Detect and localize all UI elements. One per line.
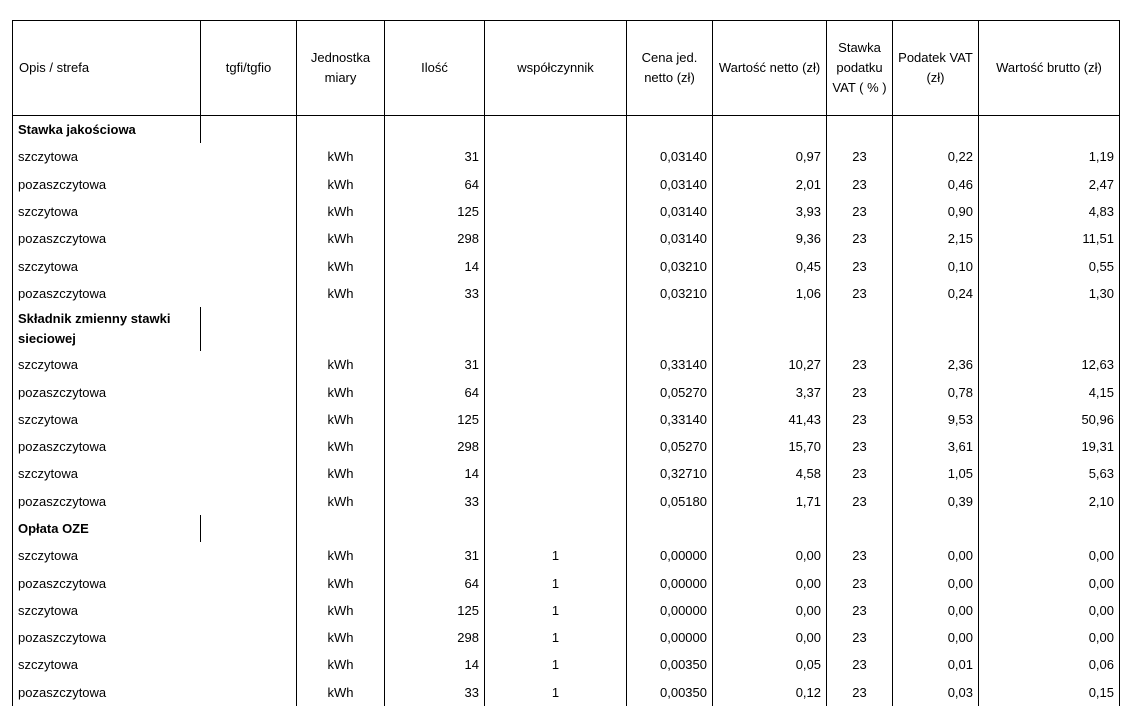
cell-qty: 298	[385, 624, 485, 651]
table-row	[13, 624, 1120, 651]
cell-qty: 31	[385, 143, 485, 170]
cell-unit: kWh	[297, 624, 385, 651]
cell-desc: pozaszczytowa	[13, 679, 201, 706]
cell-tgfi	[201, 542, 297, 569]
cell-coef	[485, 280, 627, 307]
cell-net: 41,43	[713, 406, 827, 433]
cell-desc: pozaszczytowa	[13, 569, 201, 596]
cell-tgfi	[201, 679, 297, 706]
cell-coef	[485, 351, 627, 378]
section-cell	[979, 116, 1120, 144]
cell-desc: pozaszczytowa	[13, 488, 201, 515]
cell-unit: kWh	[297, 252, 385, 279]
cell-vat: 0,00	[893, 569, 979, 596]
cell-desc: pozaszczytowa	[13, 433, 201, 460]
cell-qty: 125	[385, 198, 485, 225]
cell-qty: 64	[385, 378, 485, 405]
cell-price: 0,00000	[627, 569, 713, 596]
cell-tgfi	[201, 488, 297, 515]
section-cell	[385, 116, 485, 144]
header-net: Wartość netto (zł)	[713, 21, 827, 116]
cell-desc: szczytowa	[13, 198, 201, 225]
cell-tgfi	[201, 280, 297, 307]
cell-coef: 1	[485, 651, 627, 678]
table-row	[13, 351, 1120, 378]
cell-qty: 64	[385, 569, 485, 596]
cell-vat: 0,00	[893, 624, 979, 651]
cell-net: 0,97	[713, 143, 827, 170]
cell-unit: kWh	[297, 280, 385, 307]
section-cell	[713, 307, 827, 351]
cell-gross: 4,83	[979, 198, 1120, 225]
section-cell	[627, 116, 713, 144]
cell-qty: 298	[385, 225, 485, 252]
cell-vat: 0,24	[893, 280, 979, 307]
cell-unit: kWh	[297, 488, 385, 515]
cell-qty: 125	[385, 406, 485, 433]
cell-vat-rate: 23	[827, 351, 893, 378]
cell-qty: 64	[385, 171, 485, 198]
section-cell	[627, 515, 713, 542]
cell-desc: pozaszczytowa	[13, 280, 201, 307]
cell-tgfi	[201, 406, 297, 433]
header-coef: współczynnik	[485, 21, 627, 116]
cell-price: 0,32710	[627, 460, 713, 487]
cell-net: 9,36	[713, 225, 827, 252]
cell-vat-rate: 23	[827, 198, 893, 225]
table-body	[13, 116, 1120, 706]
cell-coef	[485, 406, 627, 433]
cell-gross: 4,15	[979, 378, 1120, 405]
cell-gross: 0,55	[979, 252, 1120, 279]
section-cell	[979, 307, 1120, 351]
cell-unit: kWh	[297, 460, 385, 487]
cell-gross: 0,00	[979, 569, 1120, 596]
cell-qty: 14	[385, 651, 485, 678]
cell-coef	[485, 198, 627, 225]
section-cell	[485, 116, 627, 144]
cell-net: 3,37	[713, 378, 827, 405]
cell-desc: pozaszczytowa	[13, 378, 201, 405]
cell-tgfi	[201, 171, 297, 198]
cell-vat: 3,61	[893, 433, 979, 460]
cell-gross: 1,19	[979, 143, 1120, 170]
cell-desc: szczytowa	[13, 351, 201, 378]
header-tgfi: tgfi/tgfio	[201, 21, 297, 116]
cell-coef	[485, 225, 627, 252]
cell-tgfi	[201, 597, 297, 624]
cell-unit: kWh	[297, 406, 385, 433]
cell-vat-rate: 23	[827, 433, 893, 460]
cell-net: 2,01	[713, 171, 827, 198]
cell-coef: 1	[485, 569, 627, 596]
cell-tgfi	[201, 198, 297, 225]
cell-net: 0,00	[713, 542, 827, 569]
cell-gross: 1,30	[979, 280, 1120, 307]
cell-desc: pozaszczytowa	[13, 171, 201, 198]
cell-vat: 1,05	[893, 460, 979, 487]
cell-vat-rate: 23	[827, 143, 893, 170]
cell-vat-rate: 23	[827, 280, 893, 307]
cell-net: 0,12	[713, 679, 827, 706]
cell-price: 0,00000	[627, 542, 713, 569]
cell-price: 0,00000	[627, 597, 713, 624]
section-cell	[713, 515, 827, 542]
cell-coef	[485, 378, 627, 405]
cell-qty: 298	[385, 433, 485, 460]
table-row	[13, 143, 1120, 170]
table-row	[13, 488, 1120, 515]
cell-coef: 1	[485, 542, 627, 569]
cell-net: 1,71	[713, 488, 827, 515]
cell-price: 0,03140	[627, 143, 713, 170]
cell-unit: kWh	[297, 569, 385, 596]
cell-desc: szczytowa	[13, 597, 201, 624]
cell-vat: 2,15	[893, 225, 979, 252]
table-row	[13, 252, 1120, 279]
table-row	[13, 679, 1120, 706]
section-cell	[827, 116, 893, 144]
cell-vat: 2,36	[893, 351, 979, 378]
cell-qty: 33	[385, 679, 485, 706]
cell-gross: 0,15	[979, 679, 1120, 706]
cell-coef: 1	[485, 597, 627, 624]
cell-unit: kWh	[297, 597, 385, 624]
section-cell	[297, 515, 385, 542]
header-qty: Ilość	[385, 21, 485, 116]
section-cell	[297, 116, 385, 144]
cell-vat-rate: 23	[827, 225, 893, 252]
cell-gross: 0,00	[979, 597, 1120, 624]
section-cell	[485, 307, 627, 351]
cell-vat: 0,00	[893, 597, 979, 624]
cell-qty: 33	[385, 280, 485, 307]
cell-vat: 0,78	[893, 378, 979, 405]
cell-price: 0,05270	[627, 378, 713, 405]
cell-tgfi	[201, 252, 297, 279]
cell-vat-rate: 23	[827, 460, 893, 487]
cell-qty: 33	[385, 488, 485, 515]
cell-gross: 2,47	[979, 171, 1120, 198]
cell-vat-rate: 23	[827, 542, 893, 569]
section-cell	[385, 515, 485, 542]
cell-price: 0,03140	[627, 171, 713, 198]
section-cell	[385, 307, 485, 351]
section-title: Składnik zmienny stawki sieciowej	[13, 307, 201, 351]
cell-price: 0,33140	[627, 351, 713, 378]
cell-vat: 0,01	[893, 651, 979, 678]
cell-tgfi	[201, 651, 297, 678]
cell-desc: pozaszczytowa	[13, 225, 201, 252]
cell-qty: 14	[385, 252, 485, 279]
cell-coef	[485, 171, 627, 198]
cell-price: 0,00350	[627, 679, 713, 706]
cell-tgfi	[201, 433, 297, 460]
cell-gross: 2,10	[979, 488, 1120, 515]
table-row	[13, 460, 1120, 487]
cell-qty: 125	[385, 597, 485, 624]
cell-net: 0,00	[713, 569, 827, 596]
table-row	[13, 569, 1120, 596]
cell-unit: kWh	[297, 433, 385, 460]
cell-unit: kWh	[297, 651, 385, 678]
cell-net: 1,06	[713, 280, 827, 307]
cell-price: 0,03140	[627, 198, 713, 225]
cell-tgfi	[201, 624, 297, 651]
cell-net: 15,70	[713, 433, 827, 460]
cell-coef: 1	[485, 679, 627, 706]
cell-coef	[485, 252, 627, 279]
header-vat-rate: Stawka podatku VAT ( % )	[827, 21, 893, 116]
cell-price: 0,00000	[627, 624, 713, 651]
cell-net: 0,00	[713, 624, 827, 651]
section-cell	[827, 515, 893, 542]
cell-unit: kWh	[297, 542, 385, 569]
cell-gross: 11,51	[979, 225, 1120, 252]
cell-desc: szczytowa	[13, 406, 201, 433]
cell-coef	[485, 460, 627, 487]
cell-price: 0,33140	[627, 406, 713, 433]
cell-gross: 50,96	[979, 406, 1120, 433]
table-row	[13, 378, 1120, 405]
cell-unit: kWh	[297, 143, 385, 170]
section-cell	[893, 116, 979, 144]
section-title: Stawka jakościowa	[13, 116, 201, 144]
cell-coef	[485, 433, 627, 460]
cell-tgfi	[201, 378, 297, 405]
cell-vat-rate: 23	[827, 569, 893, 596]
cell-price: 0,03210	[627, 280, 713, 307]
cell-vat: 9,53	[893, 406, 979, 433]
table-row	[13, 406, 1120, 433]
section-row	[13, 116, 1120, 144]
cell-price: 0,03210	[627, 252, 713, 279]
section-title: Opłata OZE	[13, 515, 201, 542]
cell-unit: kWh	[297, 225, 385, 252]
cell-vat-rate: 23	[827, 488, 893, 515]
section-cell	[827, 307, 893, 351]
cell-desc: szczytowa	[13, 542, 201, 569]
header-gross: Wartość brutto (zł)	[979, 21, 1120, 116]
cell-gross: 12,63	[979, 351, 1120, 378]
cell-desc: szczytowa	[13, 460, 201, 487]
cell-vat: 0,22	[893, 143, 979, 170]
table-row	[13, 280, 1120, 307]
section-cell	[979, 515, 1120, 542]
cell-price: 0,00350	[627, 651, 713, 678]
cell-price: 0,05180	[627, 488, 713, 515]
cell-coef	[485, 488, 627, 515]
header-row	[13, 21, 1120, 116]
cell-coef	[485, 143, 627, 170]
cell-tgfi	[201, 460, 297, 487]
cell-net: 4,58	[713, 460, 827, 487]
cell-unit: kWh	[297, 351, 385, 378]
cell-price: 0,03140	[627, 225, 713, 252]
cell-net: 0,45	[713, 252, 827, 279]
section-cell	[201, 116, 297, 144]
cell-gross: 19,31	[979, 433, 1120, 460]
cell-vat-rate: 23	[827, 378, 893, 405]
cell-vat-rate: 23	[827, 406, 893, 433]
table-row	[13, 433, 1120, 460]
header-price: Cena jed. netto (zł)	[627, 21, 713, 116]
table-row	[13, 597, 1120, 624]
invoice-table	[12, 20, 1120, 706]
cell-net: 0,00	[713, 597, 827, 624]
cell-price: 0,05270	[627, 433, 713, 460]
header-unit: Jednostka miary	[297, 21, 385, 116]
table-row	[13, 542, 1120, 569]
table-row	[13, 198, 1120, 225]
cell-vat: 0,90	[893, 198, 979, 225]
cell-desc: pozaszczytowa	[13, 624, 201, 651]
cell-vat-rate: 23	[827, 651, 893, 678]
cell-net: 10,27	[713, 351, 827, 378]
cell-vat: 0,39	[893, 488, 979, 515]
cell-vat-rate: 23	[827, 252, 893, 279]
section-cell	[201, 515, 297, 542]
cell-unit: kWh	[297, 378, 385, 405]
cell-vat-rate: 23	[827, 597, 893, 624]
cell-vat: 0,46	[893, 171, 979, 198]
cell-tgfi	[201, 351, 297, 378]
cell-gross: 0,00	[979, 542, 1120, 569]
cell-vat-rate: 23	[827, 679, 893, 706]
section-row	[13, 515, 1120, 542]
section-cell	[713, 116, 827, 144]
table-row	[13, 651, 1120, 678]
cell-vat: 0,03	[893, 679, 979, 706]
cell-desc: szczytowa	[13, 143, 201, 170]
cell-tgfi	[201, 143, 297, 170]
cell-desc: szczytowa	[13, 651, 201, 678]
cell-gross: 0,06	[979, 651, 1120, 678]
cell-net: 0,05	[713, 651, 827, 678]
cell-tgfi	[201, 225, 297, 252]
cell-vat: 0,00	[893, 542, 979, 569]
cell-tgfi	[201, 569, 297, 596]
section-cell	[893, 307, 979, 351]
section-cell	[627, 307, 713, 351]
cell-vat: 0,10	[893, 252, 979, 279]
section-cell	[893, 515, 979, 542]
table-row	[13, 225, 1120, 252]
section-cell	[485, 515, 627, 542]
cell-gross: 5,63	[979, 460, 1120, 487]
cell-net: 3,93	[713, 198, 827, 225]
cell-qty: 31	[385, 542, 485, 569]
cell-qty: 14	[385, 460, 485, 487]
header-vat: Podatek VAT (zł)	[893, 21, 979, 116]
cell-vat-rate: 23	[827, 624, 893, 651]
section-cell	[201, 307, 297, 351]
section-cell	[297, 307, 385, 351]
cell-unit: kWh	[297, 198, 385, 225]
cell-unit: kWh	[297, 679, 385, 706]
cell-coef: 1	[485, 624, 627, 651]
cell-vat-rate: 23	[827, 171, 893, 198]
cell-qty: 31	[385, 351, 485, 378]
cell-unit: kWh	[297, 171, 385, 198]
cell-gross: 0,00	[979, 624, 1120, 651]
header-desc: Opis / strefa	[13, 21, 201, 116]
cell-desc: szczytowa	[13, 252, 201, 279]
table-row	[13, 171, 1120, 198]
section-row	[13, 307, 1120, 351]
